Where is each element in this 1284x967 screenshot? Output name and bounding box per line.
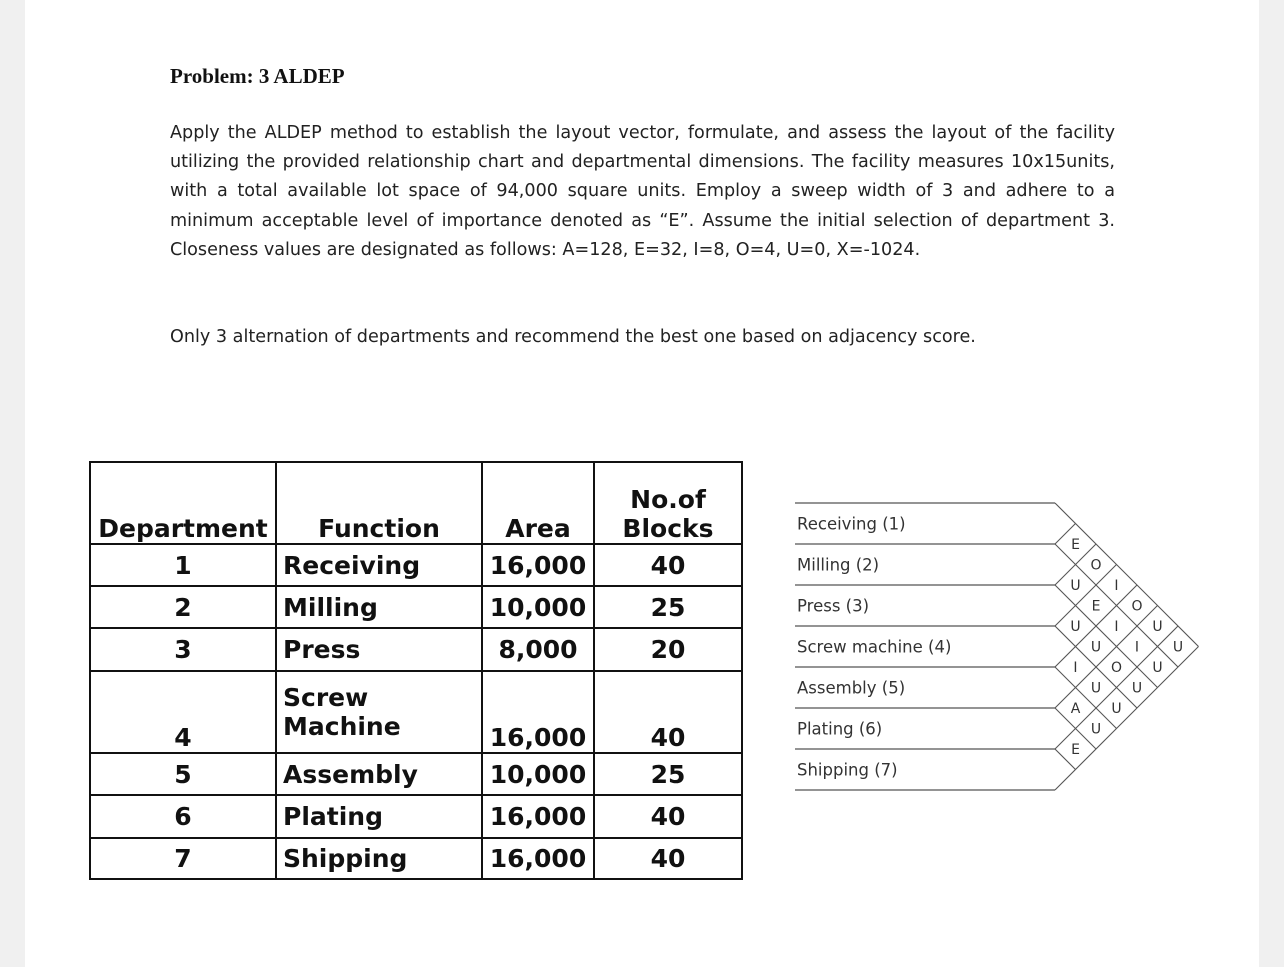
department-label: Plating (6) bbox=[797, 719, 883, 739]
header-function: Function bbox=[276, 462, 482, 544]
relationship-code: U bbox=[1152, 619, 1163, 635]
department-label: Receiving (1) bbox=[797, 514, 906, 534]
cell-blocks: 25 bbox=[594, 586, 742, 628]
cell-area: 16,000 bbox=[482, 838, 594, 879]
cell-area: 10,000 bbox=[482, 753, 594, 795]
table-row bbox=[90, 628, 742, 671]
relationship-code: U bbox=[1090, 680, 1102, 697]
relationship-code: U bbox=[1090, 639, 1102, 656]
relationship-code: E bbox=[1071, 742, 1080, 758]
cell-area: 16,000 bbox=[482, 795, 594, 838]
relationship-code: U bbox=[1152, 660, 1163, 676]
relationship-code: E bbox=[1091, 598, 1101, 615]
cell-blocks: 40 bbox=[594, 795, 742, 838]
relationship-code: I bbox=[1134, 639, 1140, 656]
cell-blocks: 40 bbox=[594, 838, 742, 879]
header-blocks-line1: No.of bbox=[630, 485, 706, 514]
cell-function: Plating bbox=[276, 795, 482, 838]
cell-blocks: 40 bbox=[594, 671, 742, 753]
department-label: Shipping (7) bbox=[797, 760, 898, 780]
cell-blocks: 20 bbox=[594, 628, 742, 671]
cell-function: Milling bbox=[276, 586, 482, 628]
relationship-code: U bbox=[1090, 721, 1102, 738]
table-header-row bbox=[90, 462, 742, 544]
cell-dept: 2 bbox=[90, 586, 276, 628]
problem-description: Apply the ALDEP method to establish the layout vector, formulate, and assess the layout of the facility utilizing the provided relationship chart and departmental dimensions. The facility measures 10x15units, with a total available lot space of 94,000 square units. Employ a sweep width of 3 and adhere to a minimum acceptable level of importance denoted as “E”. Assume the initial selection of department 3. Closeness values are designated as follows: A=128, E=32, I=8, O=4, U=0, X=-1024. bbox=[170, 123, 1115, 260]
cell-area: 8,000 bbox=[482, 628, 594, 671]
department-label: Press (3) bbox=[797, 596, 870, 616]
cell-area: 16,000 bbox=[482, 544, 594, 586]
cell-dept: 4 bbox=[90, 671, 276, 753]
instruction-text: Only 3 alternation of departments and recommend the best one based on adjacency score. bbox=[170, 327, 976, 347]
cell-function: Press bbox=[276, 628, 482, 671]
cell-dept: 6 bbox=[90, 795, 276, 838]
relationship-code: I bbox=[1114, 578, 1119, 594]
department-label: Assembly (5) bbox=[797, 678, 906, 698]
relationship-code: E bbox=[1071, 537, 1080, 553]
table-row bbox=[90, 753, 742, 795]
grid-diagonal bbox=[1055, 667, 1117, 729]
table-row bbox=[90, 838, 742, 879]
cell-area: 10,000 bbox=[482, 586, 594, 628]
header-blocks bbox=[594, 462, 742, 544]
cell-blocks: 40 bbox=[594, 544, 742, 586]
relationship-code: U bbox=[1172, 639, 1184, 656]
cell-dept: 1 bbox=[90, 544, 276, 586]
relationship-code: U bbox=[1070, 619, 1081, 635]
relationship-code: I bbox=[1073, 660, 1078, 676]
relationship-code: O bbox=[1110, 660, 1123, 676]
table-row bbox=[90, 586, 742, 628]
relationship-code: U bbox=[1070, 578, 1081, 594]
header-blocks-line2: Blocks bbox=[622, 514, 714, 543]
cell-function: Shipping bbox=[276, 838, 482, 879]
cell-function bbox=[276, 671, 482, 753]
department-label: Screw machine (4) bbox=[797, 637, 952, 657]
cell-function: Receiving bbox=[276, 544, 482, 586]
relationship-chart bbox=[765, 495, 1265, 795]
cell-area: 16,000 bbox=[482, 671, 594, 753]
table-row bbox=[90, 671, 742, 753]
cell-function: Assembly bbox=[276, 753, 482, 795]
cell-dept: 3 bbox=[90, 628, 276, 671]
table-row bbox=[90, 795, 742, 838]
cell-dept: 5 bbox=[90, 753, 276, 795]
department-table bbox=[89, 461, 743, 880]
header-area: Area bbox=[482, 462, 594, 544]
cell-function-line2: Machine bbox=[283, 712, 401, 741]
grid-diagonal bbox=[1055, 565, 1117, 627]
relationship-code: O bbox=[1131, 598, 1143, 615]
cell-blocks: 25 bbox=[594, 753, 742, 795]
department-label: Milling (2) bbox=[797, 555, 880, 575]
problem-title: Problem: 3 ALDEP bbox=[170, 64, 345, 88]
relationship-code: O bbox=[1090, 557, 1102, 574]
cell-dept: 7 bbox=[90, 838, 276, 879]
relationship-code: I bbox=[1114, 619, 1119, 635]
relationship-code: A bbox=[1070, 701, 1081, 717]
relationship-code: U bbox=[1111, 701, 1122, 717]
table-row bbox=[90, 544, 742, 586]
header-department: Department bbox=[90, 462, 276, 544]
cell-function-line1: Screw bbox=[283, 683, 369, 712]
relationship-code: U bbox=[1131, 680, 1143, 697]
